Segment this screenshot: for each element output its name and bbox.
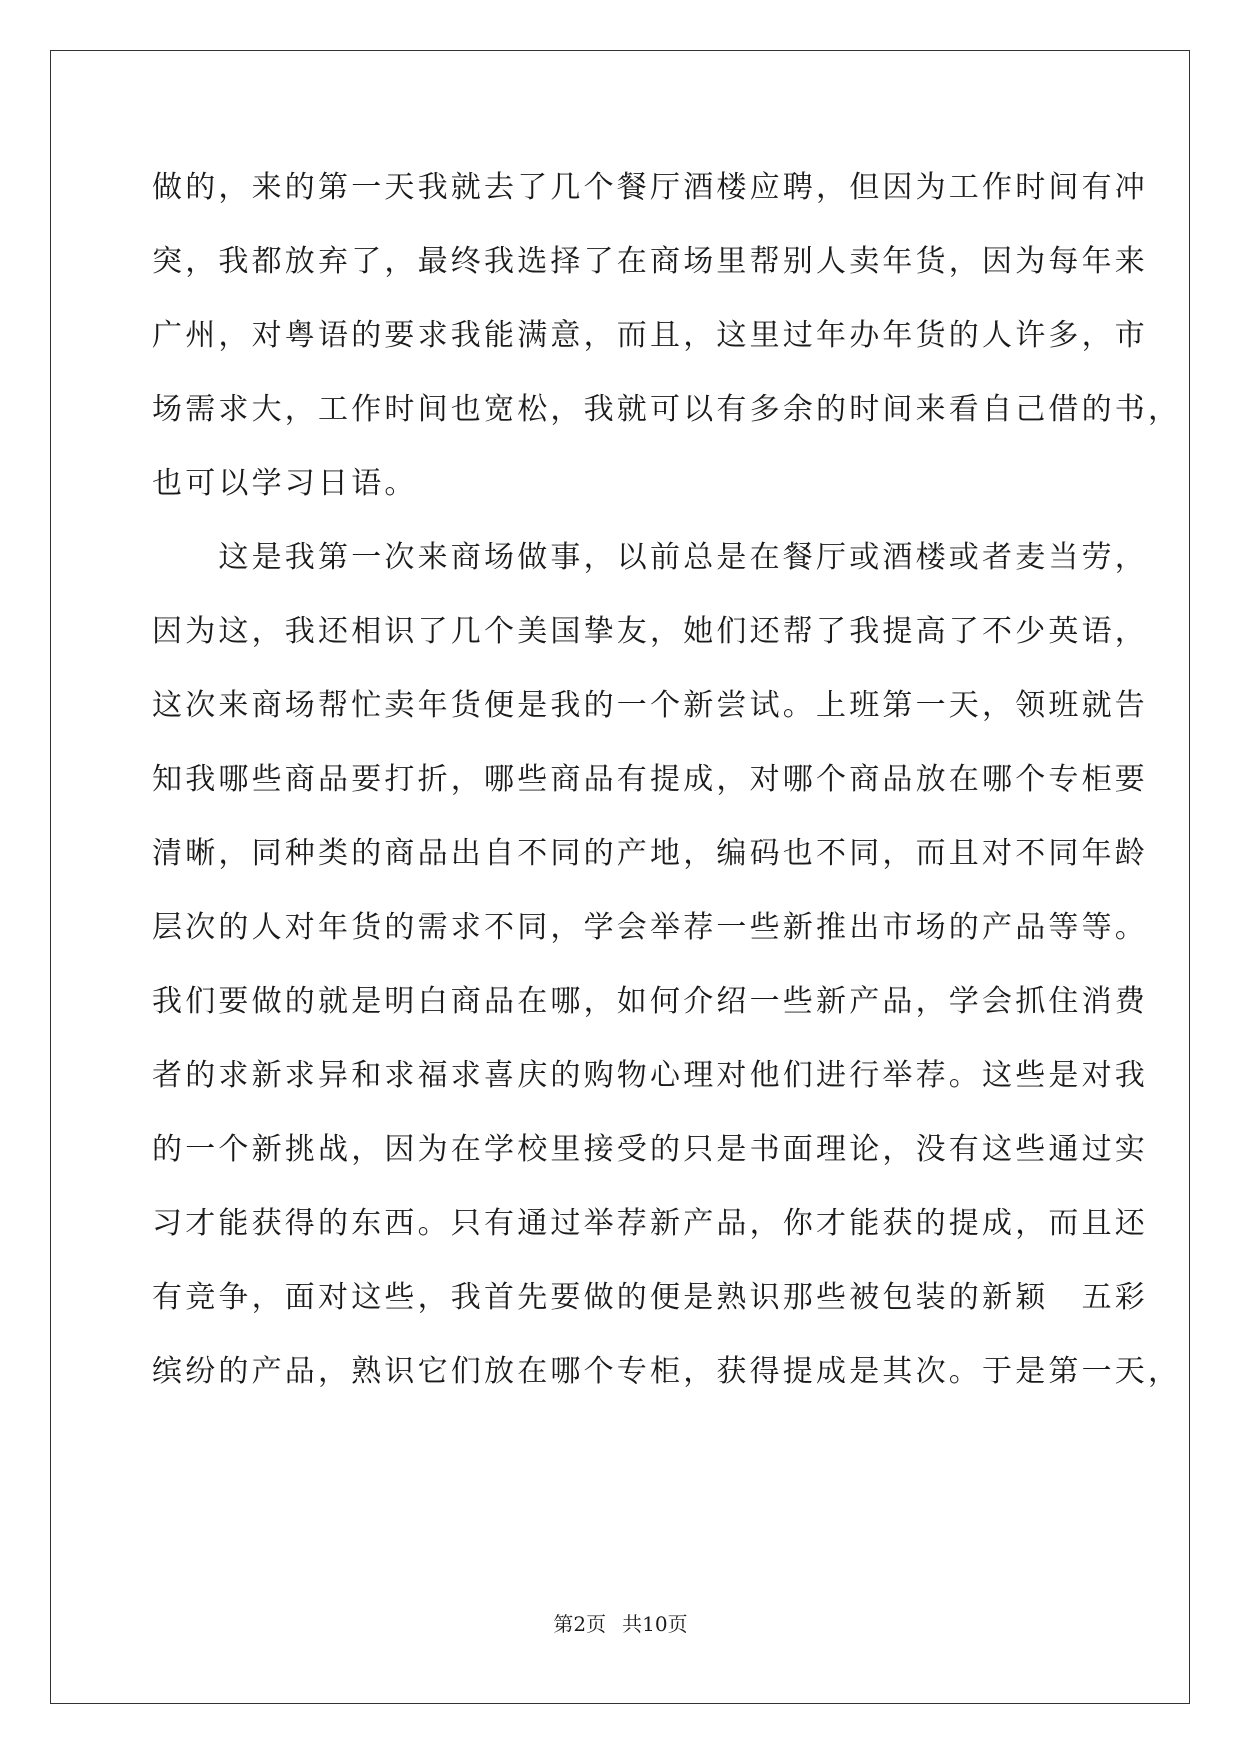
text-line: 场需求大，工作时间也宽松，我就可以有多余的时间来看自己借的书， <box>152 392 1182 427</box>
text-line: 清晰，同种类的商品出自不同的产地，编码也不同，而且对不同年龄 <box>152 836 1148 871</box>
text-line: 习才能获得的东西。只有通过举荐新产品，你才能获的提成，而且还 <box>152 1206 1148 1241</box>
text-line: 者的求新求异和求福求喜庆的购物心理对他们进行举荐。这些是对我 <box>152 1058 1148 1093</box>
text-line: 知我哪些商品要打折，哪些商品有提成，对哪个商品放在哪个专柜要 <box>152 762 1148 797</box>
text-line: 突，我都放弃了，最终我选择了在商场里帮别人卖年货，因为每年来 <box>152 244 1148 279</box>
text-line: 的一个新挑战，因为在学校里接受的只是书面理论，没有这些通过实 <box>152 1132 1148 1167</box>
text-line: 层次的人对年货的需求不同，学会举荐一些新推出市场的产品等等。 <box>152 910 1148 945</box>
text-line: 我们要做的就是明白商品在哪，如何介绍一些新产品，学会抓住消费 <box>152 984 1148 1019</box>
page-footer <box>0 1612 1241 1636</box>
page-number: 第2页 <box>553 1612 607 1636</box>
text-line: 这次来商场帮忙卖年货便是我的一个新尝试。上班第一天，领班就告 <box>152 688 1148 723</box>
text-line: 也可以学习日语。 <box>152 466 418 501</box>
text-line: 做的，来的第一天我就去了几个餐厅酒楼应聘，但因为工作时间有冲 <box>152 170 1148 205</box>
text-line: 有竞争，面对这些，我首先要做的便是熟识那些被包装的新颖 五彩 <box>152 1280 1148 1315</box>
page-total: 共10页 <box>622 1612 688 1636</box>
text-line: 这是我第一次来商场做事，以前总是在餐厅或酒楼或者麦当劳， <box>152 540 1148 575</box>
text-line: 广州，对粤语的要求我能满意，而且，这里过年办年货的人许多，市 <box>152 318 1148 353</box>
text-line: 缤纷的产品，熟识它们放在哪个专柜，获得提成是其次。于是第一天， <box>152 1354 1182 1389</box>
text-line: 因为这，我还相识了几个美国挚友，她们还帮了我提高了不少英语， <box>152 614 1148 649</box>
